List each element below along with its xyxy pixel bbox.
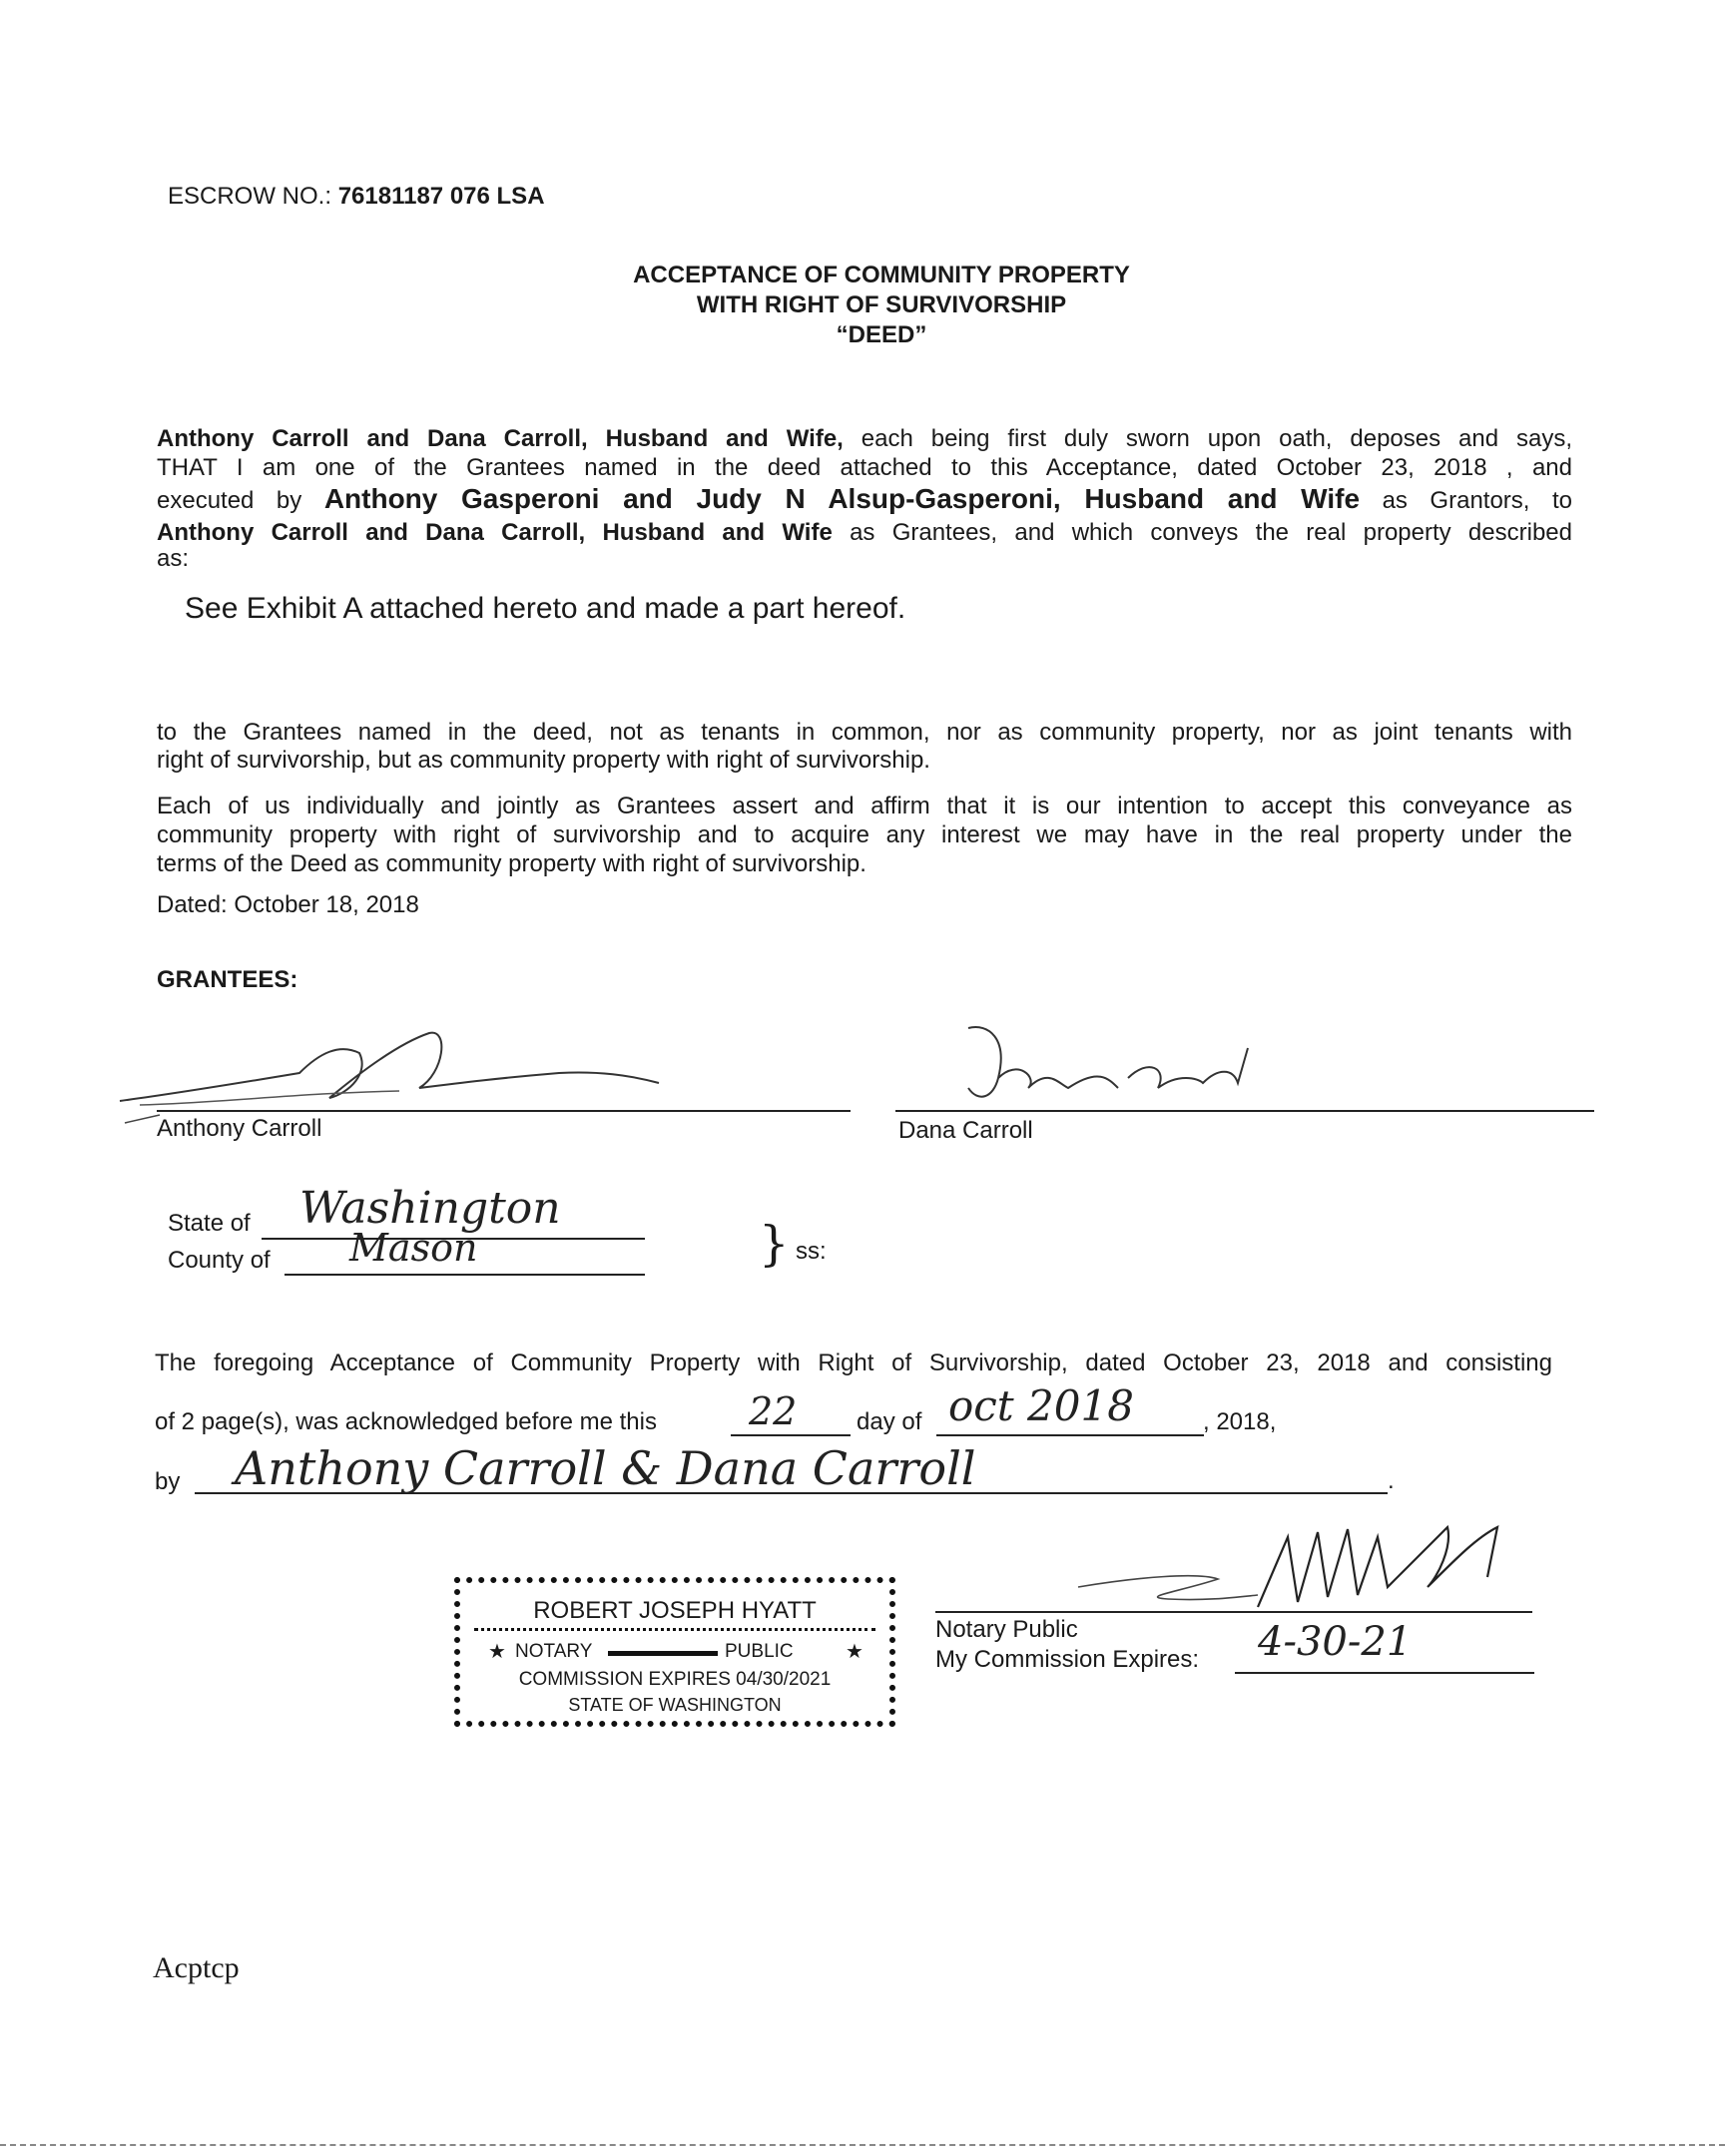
exhibit-reference: See Exhibit A attached hereto and made a part hereof. [185,592,906,625]
seal-star-left-icon: ★ [488,1641,506,1663]
title-line-1: ACCEPTANCE OF COMMUNITY PROPERTY [633,262,1130,288]
ack-by-end: . [1388,1467,1395,1494]
anthony-carroll-label: Anthony Carroll [157,1115,322,1142]
seal-star-right-icon: ★ [846,1641,863,1663]
county-of-label: County of [168,1247,271,1274]
escrow-label: ESCROW NO.: [168,183,332,210]
ack-by-label: by [155,1468,181,1495]
ack-day-value: 22 [749,1389,798,1433]
footer-code: Acptcp [153,1951,240,1984]
notary-seal [454,1577,895,1727]
seal-title-bar [608,1651,718,1656]
notary-signature-line [935,1611,1532,1613]
para1-line-3-pre: executed by [157,487,302,514]
ss-label: ss: [796,1238,827,1265]
ack-line-2-mid: day of [857,1408,922,1435]
commission-expires-label: My Commission Expires: [935,1646,1200,1673]
para1-line-3 [157,485,1572,515]
seal-commission: COMMISSION EXPIRES 04/30/2021 [518,1669,832,1690]
escrow-number: 76181187 076 LSA [337,183,545,210]
dana-signature-line [895,1110,1594,1112]
dana-carroll-label: Dana Carroll [898,1117,1033,1144]
ack-day-line [731,1434,851,1436]
para1-line-4-rest: as Grantees, and which conveys the real property described [850,519,1572,546]
para1-line-1-rest: each being first duly sworn upon oath, deposes and says, [861,425,1572,452]
notary-public-label: Notary Public [935,1616,1078,1643]
grantees-names-bold: Anthony Carroll and Dana Carroll, Husband and Wife, [157,425,844,452]
ack-line-2-pre: of 2 page(s), was acknowledged before me this [155,1408,657,1435]
para1-line-4 [157,519,1572,547]
para1-line-1 [157,425,1572,453]
state-of-value: Washington [299,1183,561,1234]
para2-line-1: to the Grantees named in the deed, not as tenants in common, nor as community property, nor as joint tenants with [157,719,1572,746]
para3-line-1: Each of us individually and jointly as Grantees assert and affirm that it is our intention to accept this conveyance as [157,793,1572,819]
seal-title-2: PUBLIC [725,1641,794,1662]
title-line-3: “DEED” [836,321,927,348]
state-of-label: State of [168,1210,251,1237]
anthony-signature-line [157,1110,851,1112]
grantors-names: Anthony Gasperoni and Judy N Alsup-Gasperoni, Husband and Wife [323,483,1361,514]
para1-line-3-post: as Grantors, to [1382,487,1573,514]
seal-title: NOTARY [515,1641,593,1662]
ack-by-line [195,1492,1388,1494]
commission-expires-value: 4-30-21 [1258,1619,1413,1665]
county-of-value: Mason [349,1226,478,1270]
dana-signature [948,1018,1278,1118]
para3-line-2: community property with right of survivorship and to acquire any interest we may have in the real property under the [157,821,1572,848]
grantees-names-bold-2: Anthony Carroll and Dana Carroll, Husband and Wife [157,519,833,546]
para2-line-2: right of survivorship, but as community property with right of survivorship. [157,747,930,774]
venue-brace: } [759,1216,790,1272]
ack-line-2-post: , 2018, [1203,1408,1277,1435]
seal-name: ROBERT JOSEPH HYATT [533,1597,817,1624]
para1-line-5: as: [157,545,190,572]
ack-month-line [936,1434,1204,1436]
seal-state: STATE OF WASHINGTON [568,1695,782,1715]
commission-expires-line [1235,1672,1534,1674]
ack-line-1: The foregoing Acceptance of Community Property with Right of Survivorship, dated October 23, 2018 and consisting [155,1349,1552,1376]
scan-edge [0,2144,1725,2146]
grantees-heading: GRANTEES: [157,966,298,993]
para1-line-2: THAT I am one of the Grantees named in the deed attached to this Acceptance, dated October 23, 2018 , and [157,454,1572,481]
title-line-2: WITH RIGHT OF SURVIVORSHIP [696,291,1067,318]
county-of-line [285,1274,645,1276]
para3-line-3: terms of the Deed as community property with right of survivorship. [157,850,866,877]
ack-by-value: Anthony Carroll & Dana Carroll [235,1441,976,1495]
seal-divider [474,1628,875,1631]
ack-month-value: oct 2018 [948,1381,1134,1430]
escrow-line [168,183,545,211]
dated-line: Dated: October 18, 2018 [157,891,419,918]
